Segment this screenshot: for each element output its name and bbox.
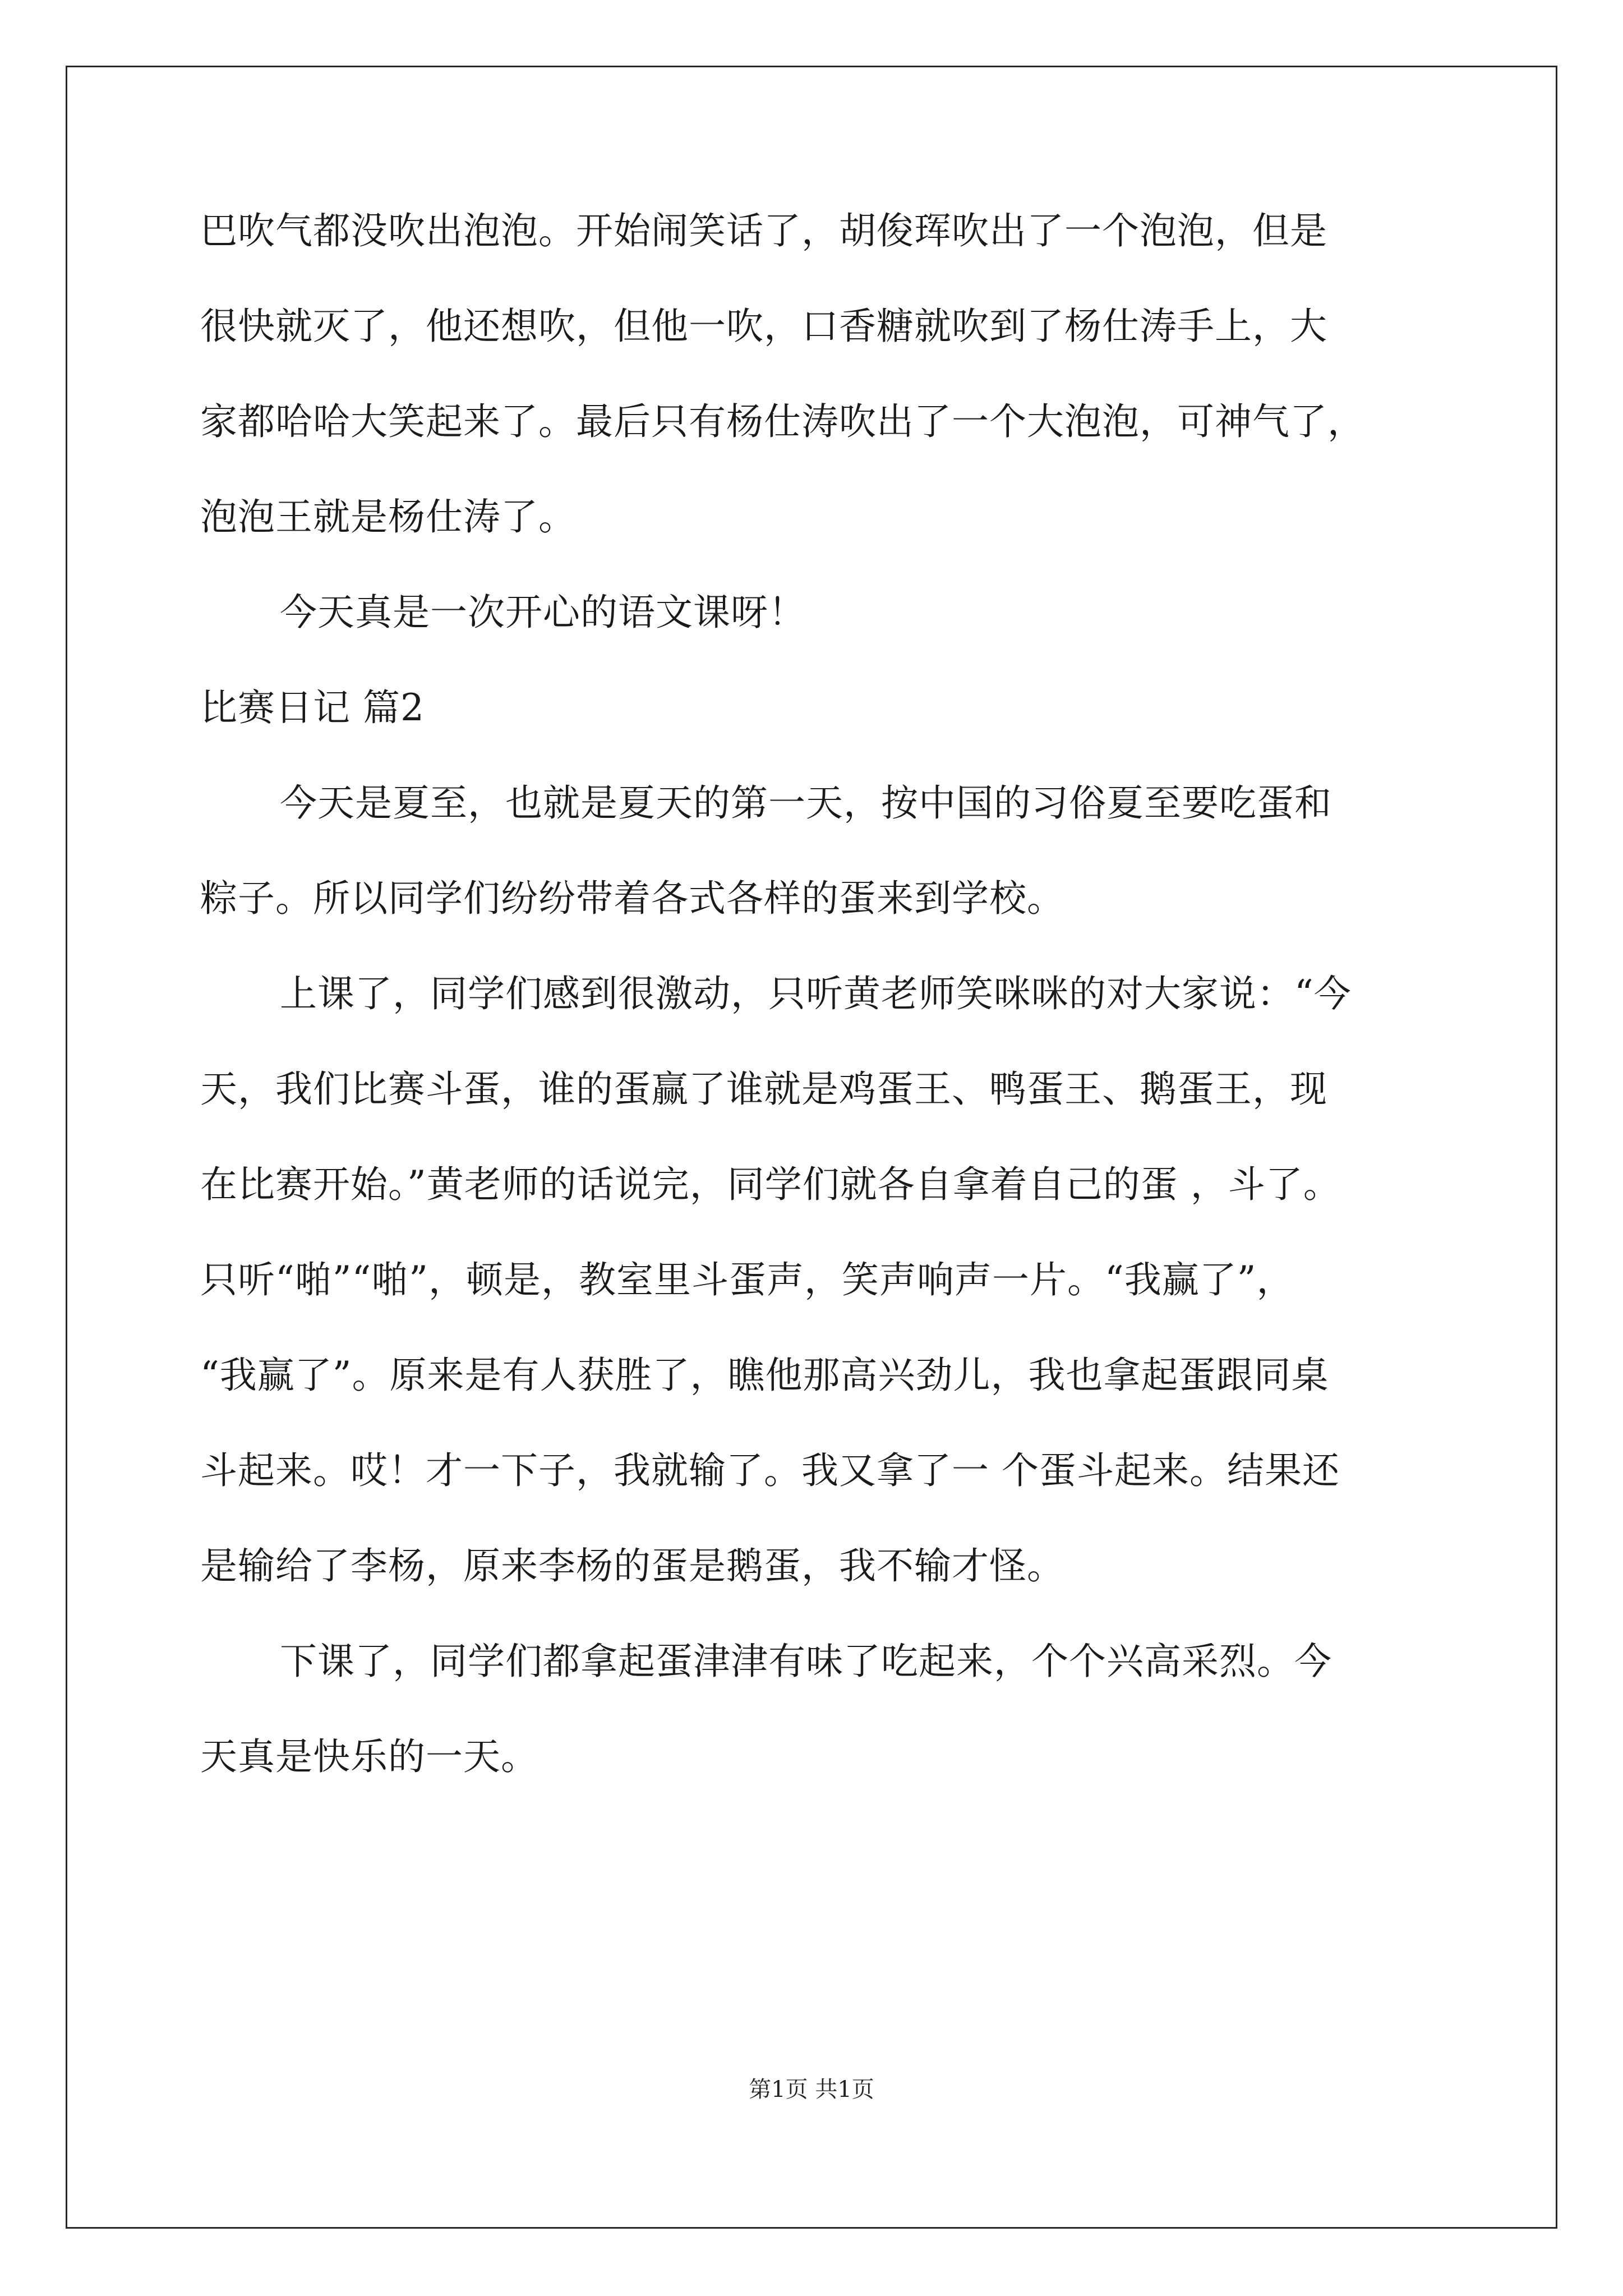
text-line: 今天真是一次开心的语文课呀！ [280, 591, 806, 634]
text-line: “我赢了”。原来是有人获胜了，瞧他那高兴劲儿，我也拿起蛋跟同桌 [200, 1354, 1329, 1397]
text-line: 下课了，同学们都拿起蛋津津有味了吃起来，个个兴高采烈。今 [280, 1640, 1332, 1683]
section-heading: 比赛日记 篇2 [200, 686, 425, 729]
text-line: 天真是快乐的一天。 [200, 1735, 538, 1778]
text-line: 很快就灭了，他还想吹，但他一吹，口香糖就吹到了杨仕涛手上，大 [200, 305, 1327, 348]
text-line: 今天是夏至，也就是夏天的第一天，按中国的习俗夏至要吃蛋和 [280, 781, 1332, 825]
text-line: 家都哈哈大笑起来了。最后只有杨仕涛吹出了一个大泡泡，可神气了， [200, 400, 1365, 443]
text-line: 巴吹气都没吹出泡泡。开始闹笑话了，胡俊珲吹出了一个泡泡，但是 [200, 209, 1327, 252]
text-line: 斗起来。哎！才一下子，我就输了。我又拿了一 个蛋斗起来。结果还 [200, 1449, 1340, 1492]
text-line: 只听“啪”“啪”，顿是，教室里斗蛋声，笑声响声一片。“我赢了”， [200, 1258, 1294, 1301]
page-border [66, 66, 1557, 2229]
text-line: 在比赛开始。”黄老师的话说完，同学们就各自拿着自己的蛋 ，斗了。 [200, 1163, 1341, 1206]
text-line: 粽子。所以同学们纷纷带着各式各样的蛋来到学校。 [200, 877, 1064, 920]
page-number-footer: 第1页 共1页 [749, 2077, 874, 2102]
text-line: 天，我们比赛斗蛋，谁的蛋赢了谁就是鸡蛋王、鸭蛋王、鹅蛋王，现 [200, 1068, 1327, 1111]
text-line: 是输给了李杨，原来李杨的蛋是鹅蛋，我不输才怪。 [200, 1544, 1064, 1588]
text-line: 上课了，同学们感到很激动，只听黄老师笑咪咪的对大家说：“今 [280, 972, 1352, 1015]
text-line: 泡泡王就是杨仕涛了。 [200, 495, 576, 539]
